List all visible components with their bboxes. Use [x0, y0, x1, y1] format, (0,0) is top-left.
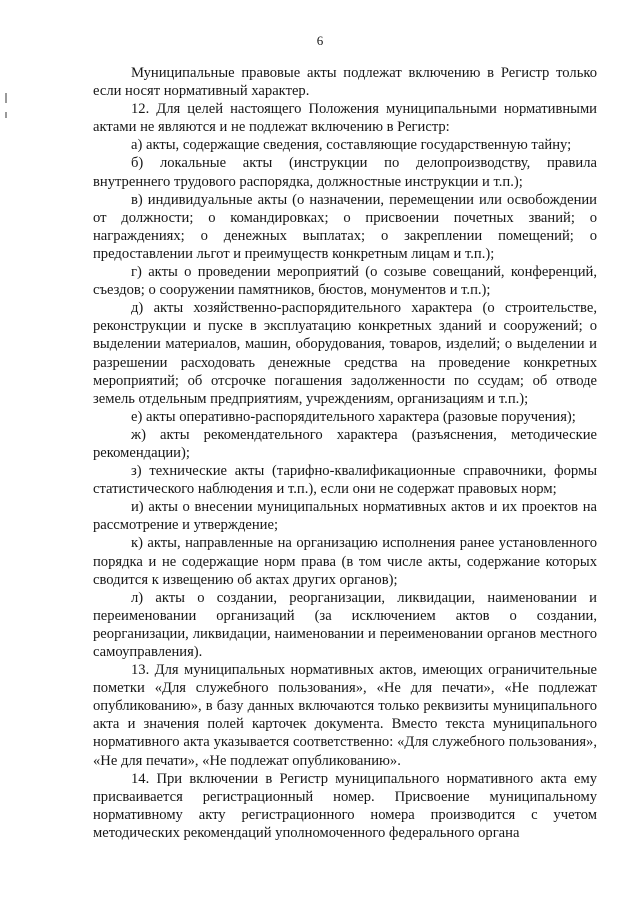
list-item-g: г) акты о проведении мероприятий (о созыве совещаний, конференций, съездов; о сооружении памятников, бюстов, монументов и т.п.);: [93, 264, 597, 299]
list-item-a: а) акты, содержащие сведения, составляющие государственную тайну;: [131, 137, 572, 154]
document-body: [93, 64, 597, 842]
list-item-l: л) акты о создании, реорганизации, ликвидации, наименовании и переименовании организаций (за исключением актов о создании, реорганизации, ликвидации, наименовании и переименовании органов местного самоуправления).: [93, 589, 597, 660]
list-item-e: е) акты оперативно-распорядительного характера (разовые поручения);: [131, 408, 576, 425]
scan-artifact-mark: [5, 112, 7, 118]
list-item-d: д) акты хозяйственно-распорядительного характера (о строительстве, реконструкции и пуске в эксплуатацию конкретных зданий и сооружений; о выделении материалов, машин, оборудования, товаров, изделий; о выделении и разрешении расходовать денежные средства на проведение конкретных мероприятий; об отсрочке погашения задолженности по ссудам; об отводе земель отдельным предприятиям, учреждениям, организациям и т.п.);: [93, 300, 597, 407]
list-item-v: в) индивидуальные акты (о назначении, перемещении или освобождении от должности; о командировках; о присвоении почетных званий; о награждениях; о денежных выплатах; о закреплении помещений; о предоставлении льгот и преимуществ конкретным лицам и т.п.);: [93, 191, 597, 262]
paragraph-14: 14. При включении в Регистр муниципального нормативного акта ему присваивается регистрационный номер. Присвоение муниципальному нормативному акту регистрационного номера производится с учетом методических рекомендаций уполномоченного федерального органа: [93, 770, 597, 841]
paragraph-12: 12. Для целей настоящего Положения муниципальными нормативными актами не являются и не подлежат включению в Регистр:: [93, 101, 597, 136]
paragraph-intro: Муниципальные правовые акты подлежат включению в Регистр только если носят нормативный характер.: [93, 65, 597, 100]
scan-artifact-mark: [5, 93, 7, 103]
list-item-zh: ж) акты рекомендательного характера (разъяснения, методические рекомендации);: [93, 426, 597, 461]
list-item-b: б) локальные акты (инструкции по делопроизводству, правила внутреннего трудового распорядка, должностные инструкции и т.п.);: [93, 155, 597, 190]
list-item-z: з) технические акты (тарифно-квалификационные справочники, формы статистического наблюдения и т.п.), если они не содержат правовых норм;: [93, 463, 597, 498]
paragraph-13: 13. Для муниципальных нормативных актов, имеющих ограничительные пометки «Для служебного пользования», «Не для печати», «Не подлежат опубликованию», в базу данных включаются только реквизиты муниципального акта и значения полей карточек документа. Вместо текста муниципального нормативного акта указывается соответственно: «Для служебного пользования», «Не для печати», «Не подлежат опубликованию».: [93, 662, 597, 769]
page-number: 6: [316, 33, 324, 48]
list-item-i: и) акты о внесении муниципальных нормативных актов и их проектов на рассмотрение и утверждение;: [93, 499, 597, 534]
list-item-k: к) акты, направленные на организацию исполнения ранее установленного порядка и не содержащие норм права (в том числе акты, содержание которых сводится к извещению об актах других органов);: [93, 535, 597, 588]
